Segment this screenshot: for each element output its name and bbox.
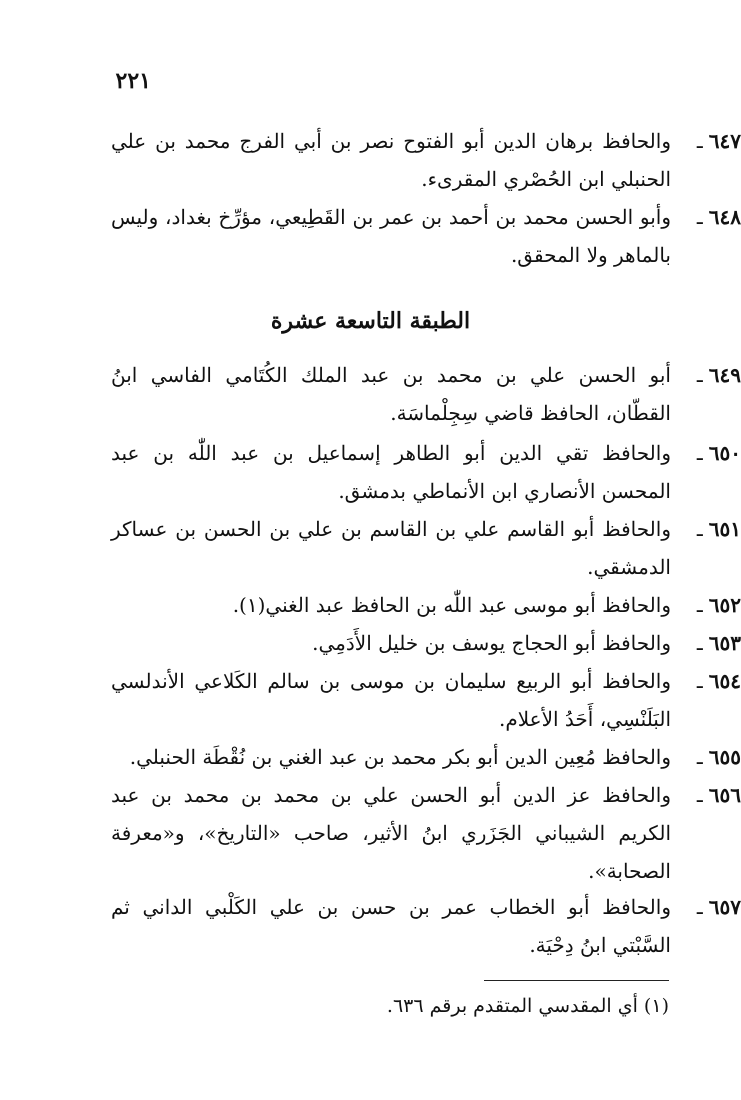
- entry-text: والحافظ أبو الحجاج يوسف بن خليل الأَدَمِي.: [312, 631, 671, 655]
- entry-text: والحافظ أبو الخطاب عمر بن حسن بن علي الكَلْبي الداني ثم السَّبْتي ابنُ دِحْيَة.: [111, 895, 671, 957]
- section-heading: الطبقة التاسعة عشرة: [270, 308, 471, 334]
- entry-652: [111, 586, 741, 624]
- entry-number: ٦٤٧ـ: [696, 129, 741, 153]
- entry-654: [111, 662, 741, 738]
- page-number: ٢٢١: [115, 68, 151, 94]
- entry-number: ٦٥٥ـ: [696, 745, 741, 769]
- entry-text: والحافظ أبو القاسم علي بن القاسم بن علي بن الحسن بن عساكر الدمشقي.: [111, 517, 671, 579]
- footnote-separator: [484, 980, 669, 981]
- entry-653: [111, 624, 741, 662]
- entry-text: أبو الحسن علي بن محمد بن عبد الملك الكُتَامي الفاسي ابنُ القطّان، الحافظ قاضي سِجِلْماسَة.: [111, 363, 671, 425]
- entry-657: [111, 888, 741, 964]
- entry-number: ٦٥٧ـ: [696, 895, 741, 919]
- entry-text: والحافظ تقي الدين أبو الطاهر إسماعيل بن عبد اللّٰه بن عبد المحسن الأنصاري ابن الأنماطي بدمشق.: [111, 441, 671, 503]
- entry-number: ٦٥٣ـ: [696, 631, 741, 655]
- entry-text: والحافظ برهان الدين أبو الفتوح نصر بن أبي الفرج محمد بن علي الحنبلي ابن الحُصْري المقرىء.: [111, 129, 671, 191]
- entry-648: [111, 198, 741, 274]
- entry-649: [111, 356, 741, 432]
- entry-text: والحافظ أبو موسى عبد اللّٰه بن الحافظ عبد الغني(١).: [232, 593, 671, 617]
- entry-text: والحافظ عز الدين أبو الحسن علي بن محمد بن محمد بن عبد الكريم الشيباني الجَزَري ابنُ الأثير، صاحب «التاريخ»، و«معرفة الصحابة».: [111, 783, 671, 883]
- entry-number: ٦٤٩ـ: [696, 363, 741, 387]
- entry-650: [111, 434, 741, 510]
- entry-647: [111, 122, 741, 198]
- entry-number: ٦٤٨ـ: [696, 205, 741, 229]
- entry-text: والحافظ مُعِين الدين أبو بكر محمد بن عبد الغني بن نُقْطَة الحنبلي.: [129, 745, 671, 769]
- entry-number: ٦٥٠ـ: [696, 441, 741, 465]
- entry-text: والحافظ أبو الربيع سليمان بن موسى بن سالم الكَلاعي الأندلسي البَلَنْسِي، أَحَدُ الأعلام.: [111, 669, 671, 731]
- entry-651: [111, 510, 741, 586]
- entry-655: [111, 738, 741, 776]
- entry-number: ٦٥٢ـ: [696, 593, 741, 617]
- entry-number: ٦٥١ـ: [696, 517, 741, 541]
- footnote: (١) أي المقدسي المتقدم برقم ٦٣٦.: [386, 995, 669, 1017]
- entry-text: وأبو الحسن محمد بن أحمد بن عمر بن القَطِيعي، مؤرِّخ بغداد، وليس بالماهر ولا المحقق.: [111, 205, 671, 267]
- entry-656: [111, 776, 741, 890]
- entry-number: ٦٥٦ـ: [696, 783, 741, 807]
- entry-number: ٦٥٤ـ: [696, 669, 741, 693]
